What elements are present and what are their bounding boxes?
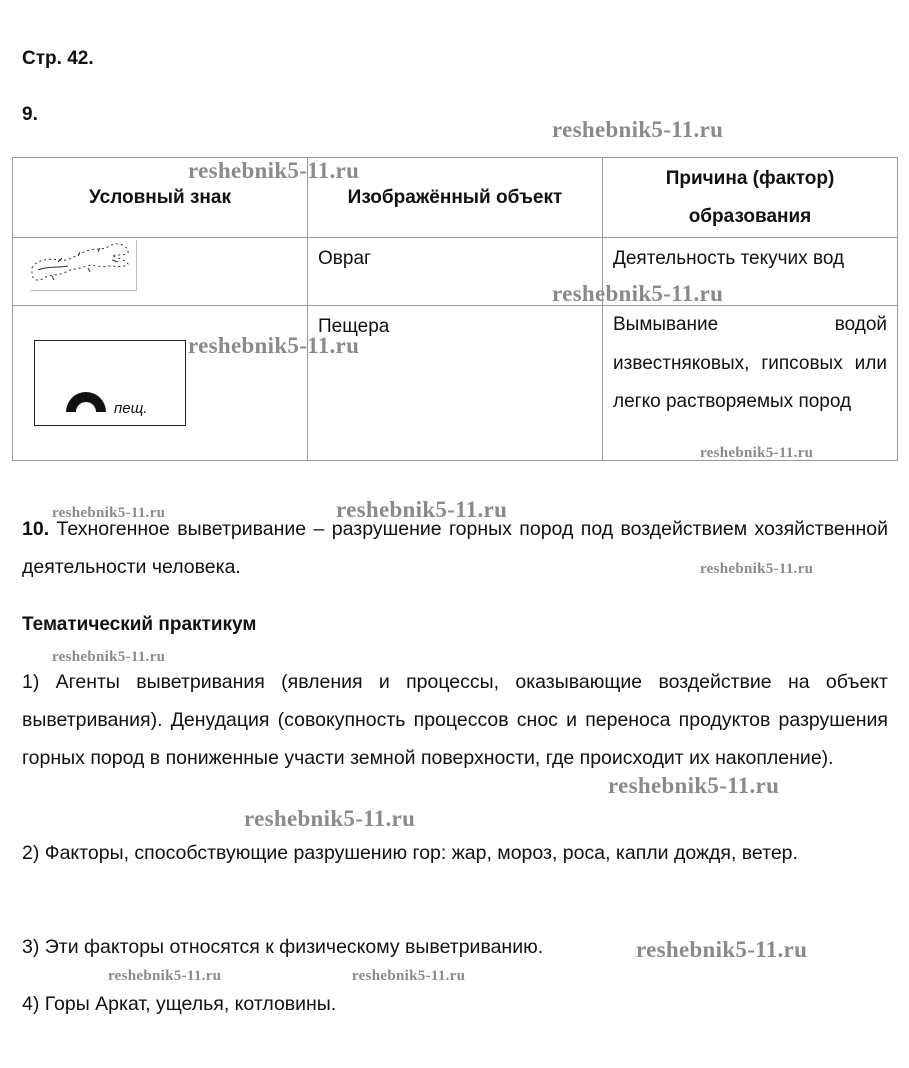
practicum-item: 1) Агенты выветривания (явления и процессы, оказывающие воздействие на объект выветривания). Денудация (совокупность процессов снос и переноса продуктов разрушения горных пород в пониженные участи земной поверхности, где происходит их накопление).	[22, 671, 888, 769]
practicum-item: 3) Эти факторы относятся к физическому выветриванию.	[22, 936, 544, 958]
watermark: reshebnik5-11.ru	[636, 937, 808, 962]
watermark: reshebnik5-11.ru	[352, 968, 466, 984]
watermark: reshebnik5-11.ru	[608, 773, 780, 798]
watermark: reshebnik5-11.ru	[52, 505, 166, 521]
watermark: reshebnik5-11.ru	[52, 649, 166, 665]
header-object: Изображённый объект	[347, 186, 563, 208]
watermark: reshebnik5-11.ru	[700, 445, 814, 461]
page-reference: Стр. 42.	[22, 48, 94, 69]
header-symbol: Условный знак	[89, 186, 231, 208]
watermark: reshebnik5-11.ru	[700, 561, 814, 577]
cause-cell: Вымывание водой известняковых, гипсовых или легко растворяемых пород	[613, 314, 887, 412]
watermark: reshebnik5-11.ru	[188, 158, 360, 183]
practicum-title: Тематический практикум	[22, 614, 257, 635]
task-10-text: Техногенное выветривание – разрушение горных пород под воздействием хозяйственной деятельности человека.	[22, 518, 888, 578]
watermark: reshebnik5-11.ru	[108, 968, 222, 984]
cause-cell: Деятельность текучих вод	[613, 248, 845, 269]
object-cell: Овраг	[318, 248, 371, 269]
watermark: reshebnik5-11.ru	[244, 806, 416, 831]
watermark: reshebnik5-11.ru	[188, 333, 360, 358]
task-9-number: 9.	[22, 104, 38, 125]
header-cause: Причина (фактор) образования	[665, 167, 835, 227]
watermark: reshebnik5-11.ru	[336, 497, 508, 522]
practicum-item: 2) Факторы, способствующие разрушению гор: жар, мороз, роса, капли дождя, ветер.	[22, 842, 798, 864]
table-row	[13, 238, 898, 306]
cave-symbol-frame	[34, 340, 186, 426]
cave-symbol-label: пещ.	[114, 400, 148, 417]
watermark: reshebnik5-11.ru	[552, 281, 724, 306]
watermark: reshebnik5-11.ru	[552, 117, 724, 142]
ravine-symbol-icon	[28, 240, 134, 288]
practicum-item: 4) Горы Аркат, ущелья, котловины.	[22, 993, 337, 1015]
task-10-number: 10.	[22, 518, 50, 540]
cave-symbol-icon	[64, 388, 108, 414]
object-cell: Пещера	[318, 316, 390, 337]
table-header-row	[13, 158, 898, 238]
